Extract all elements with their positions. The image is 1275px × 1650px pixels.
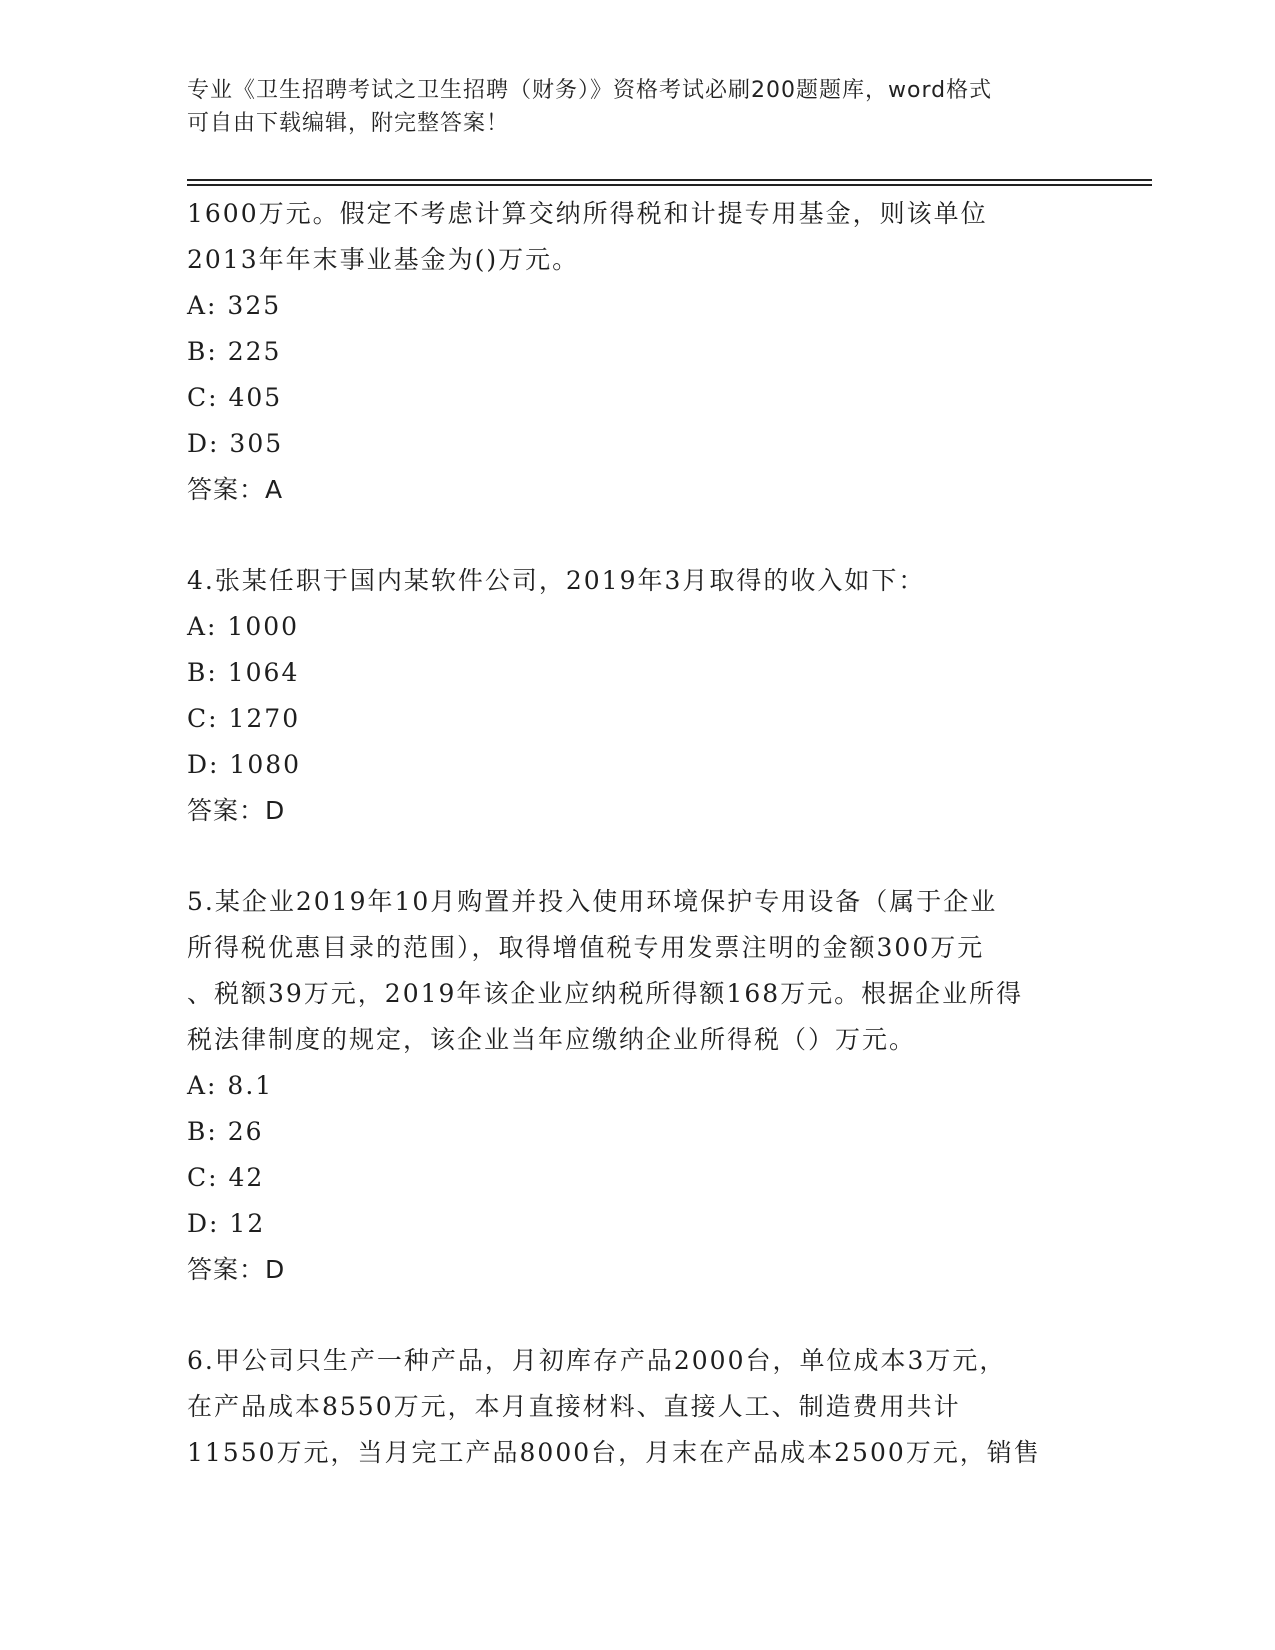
option-a: A: 8.1	[187, 1071, 274, 1100]
question-text-line: 在产品成本8550万元，本月直接材料、直接人工、制造费用共计	[187, 1392, 961, 1421]
question-text-line: 4.张某任职于国内某软件公司，2019年3月取得的收入如下：	[187, 566, 926, 595]
question-text-line: 6.甲公司只生产一种产品，月初库存产品2000台，单位成本3万元，	[187, 1346, 1007, 1375]
option-a: A: 325	[187, 291, 282, 320]
header-title-line-1: 专业《卫生招聘考试之卫生招聘（财务）》资格考试必刷200题题库，word格式	[187, 78, 993, 103]
option-d: D: 305	[187, 429, 284, 458]
answer-label: 答案：A	[187, 475, 284, 504]
question-6	[187, 1338, 1087, 1476]
option-b: B: 225	[187, 337, 282, 366]
question-4	[187, 558, 1087, 834]
question-text-line: 11550万元，当月完工产品8000台，月末在产品成本2500万元，销售	[187, 1438, 1041, 1467]
question-text-line: 1600万元。假定不考虑计算交纳所得税和计提专用基金，则该单位	[187, 199, 988, 228]
header-title-line-2: 可自由下载编辑，附完整答案！	[187, 111, 510, 136]
option-d: D: 12	[187, 1209, 266, 1238]
question-text-line: 5.某企业2019年10月购置并投入使用环境保护专用设备（属于企业	[187, 887, 998, 916]
answer-label: 答案：D	[187, 796, 286, 825]
answer-label: 答案：D	[187, 1255, 286, 1284]
header-divider-bottom	[187, 184, 1152, 186]
document-header	[187, 74, 1087, 140]
option-b: B: 1064	[187, 658, 300, 687]
question-text-line: 所得税优惠目录的范围），取得增值税专用发票注明的金额300万元	[187, 933, 985, 962]
option-c: C: 405	[187, 383, 283, 412]
option-c: C: 1270	[187, 704, 301, 733]
question-5	[187, 879, 1087, 1293]
question-text-line: 税法律制度的规定，该企业当年应缴纳企业所得税（）万元。	[187, 1025, 917, 1054]
question-content	[187, 191, 1087, 1476]
option-d: D: 1080	[187, 750, 302, 779]
question-spacer	[187, 834, 1087, 879]
question-spacer	[187, 1293, 1087, 1338]
option-c: C: 42	[187, 1163, 265, 1192]
header-divider-top	[187, 179, 1152, 181]
question-spacer	[187, 513, 1087, 558]
question-3	[187, 191, 1087, 513]
option-a: A: 1000	[187, 612, 300, 641]
option-b: B: 26	[187, 1117, 264, 1146]
question-text-line: 2013年年末事业基金为()万元。	[187, 245, 580, 274]
question-text-line: 、税额39万元，2019年该企业应纳税所得额168万元。根据企业所得	[187, 979, 1024, 1008]
